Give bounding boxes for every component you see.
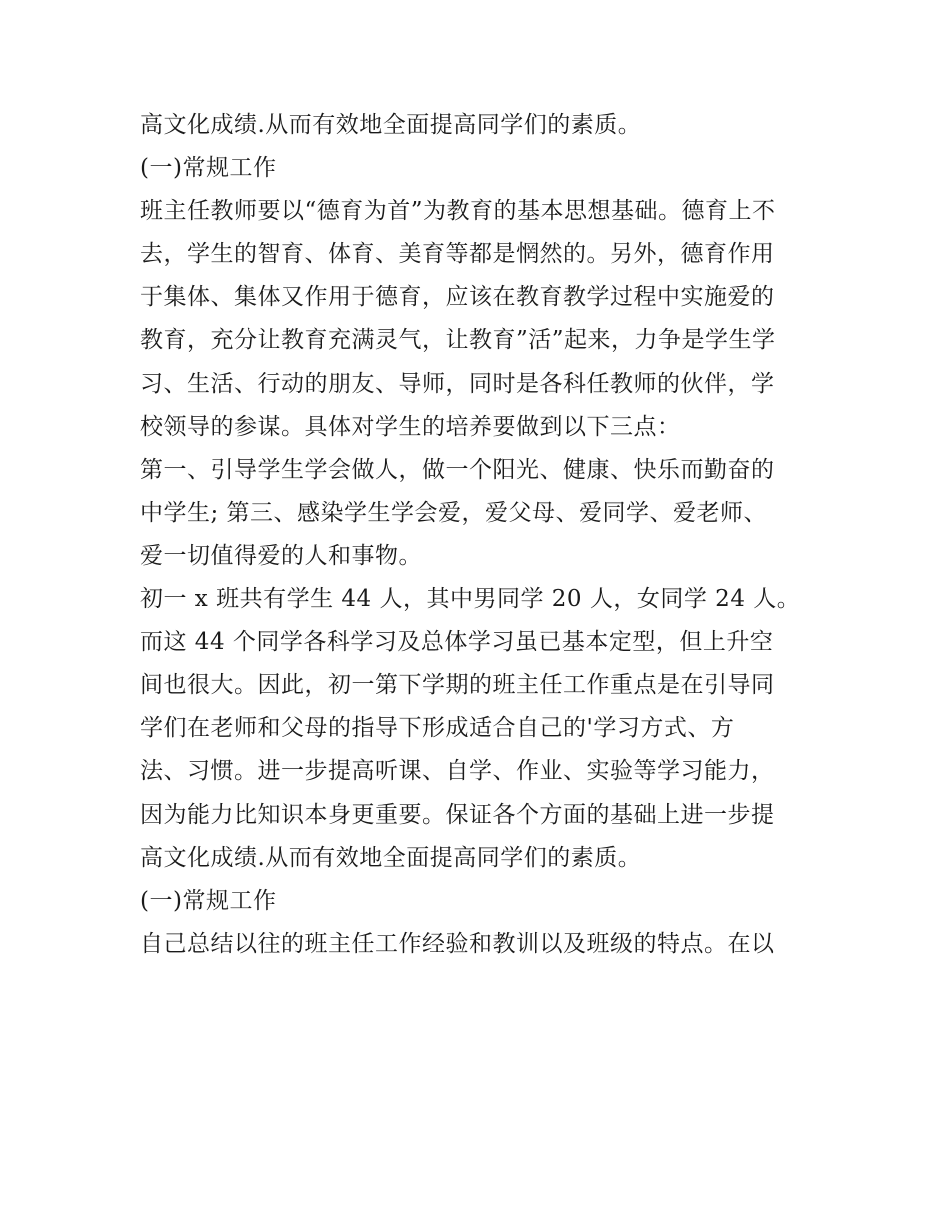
section-heading: (一)常规工作	[140, 155, 277, 182]
text-line: 学们在老师和父母的指导下形成适合自己的'学习方式、方	[140, 715, 735, 742]
text-line: 班主任教师要以“德育为首”为教育的基本思想基础。德育上不	[140, 198, 776, 225]
text-line: 间也很大。因此，初一第下学期的班主任工作重点是在引导同	[140, 672, 775, 699]
text-line: 中学生; 第三、感染学生学会爱，爱父母、爱同学、爱老师、	[140, 499, 768, 526]
text-line: 校领导的参谋。具体对学生的培养要做到以下三点：	[140, 413, 681, 440]
text-line: 教育，充分让教育充满灵气，让教育”活”起来，力争是学生学	[140, 327, 776, 354]
text-line: 法、习惯。进一步提高听课、自学、作业、实验等学习能力，	[140, 758, 775, 785]
text-line: 爱一切值得爱的人和事物。	[140, 542, 422, 569]
text-line: 去，学生的智育、体育、美育等都是惘然的。另外，德育作用	[140, 241, 775, 268]
text-line: 习、生活、行动的朋友、导师，同时是各科任教师的伙伴，学	[140, 370, 775, 397]
text-line: 高文化成绩.从而有效地全面提高同学们的素质。	[140, 112, 642, 138]
text-line: 自己总结以往的班主任工作经验和教训以及班级的特点。在以	[140, 930, 775, 957]
text-line: 因为能力比知识本身更重要。保证各个方面的基础上进一步提	[140, 801, 775, 828]
text-line: 于集体、集体又作用于德育，应该在教育教学过程中实施爱的	[140, 284, 775, 311]
text-line: 第一、引导学生学会做人，做一个阳光、健康、快乐而勤奋的	[140, 456, 775, 483]
section-heading: (一)常规工作	[140, 887, 277, 914]
text-line: 高文化成绩.从而有效地全面提高同学们的素质。	[140, 844, 642, 871]
text-line: 而这 44 个同学各科学习及总体学习虽已基本定型，但上升空	[140, 629, 774, 656]
text-line: 初一 x 班共有学生 44 人，其中男同学 20 人，女同学 24 人。	[140, 586, 801, 613]
document-body	[140, 104, 820, 966]
